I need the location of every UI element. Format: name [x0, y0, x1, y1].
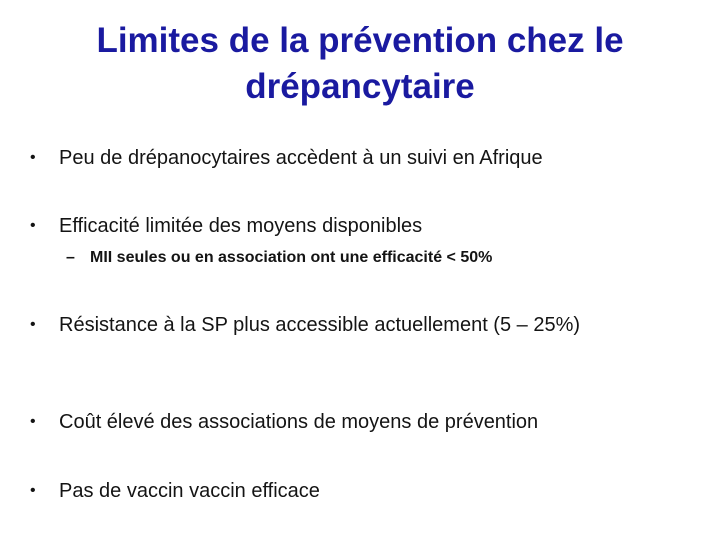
sub-bullet-item — [66, 247, 686, 269]
bullet-icon: • — [30, 316, 36, 333]
bullet-text: Efficacité limitée des moyens disponibles — [59, 215, 423, 237]
slide-title-line-2: drépancytaire — [245, 67, 475, 106]
sub-bullet-text: MII seules ou en association ont une efficacité < 50% — [90, 249, 493, 266]
bullet-icon: • — [30, 413, 36, 430]
bullet-icon: • — [30, 482, 36, 499]
bullet-text: Résistance à la SP plus accessible actuellement (5 – 25%) — [59, 314, 581, 336]
dash-icon: – — [66, 249, 75, 266]
slide-title — [40, 18, 680, 110]
bullet-icon: • — [30, 217, 36, 234]
bullet-item-3 — [30, 311, 690, 339]
bullet-icon: • — [30, 149, 36, 166]
bullet-item-2 — [30, 212, 690, 240]
bullet-text: Peu de drépanocytaires accèdent à un suivi en Afrique — [59, 147, 543, 169]
bullet-text: Pas de vaccin vaccin efficace — [59, 480, 320, 502]
bullet-text: Coût élevé des associations de moyens de prévention — [59, 411, 539, 433]
bullet-item-5 — [30, 477, 690, 505]
bullet-item-4 — [30, 408, 690, 436]
slide-title-line-1: Limites de la prévention chez le — [96, 21, 624, 60]
bullet-item-1 — [30, 144, 690, 172]
